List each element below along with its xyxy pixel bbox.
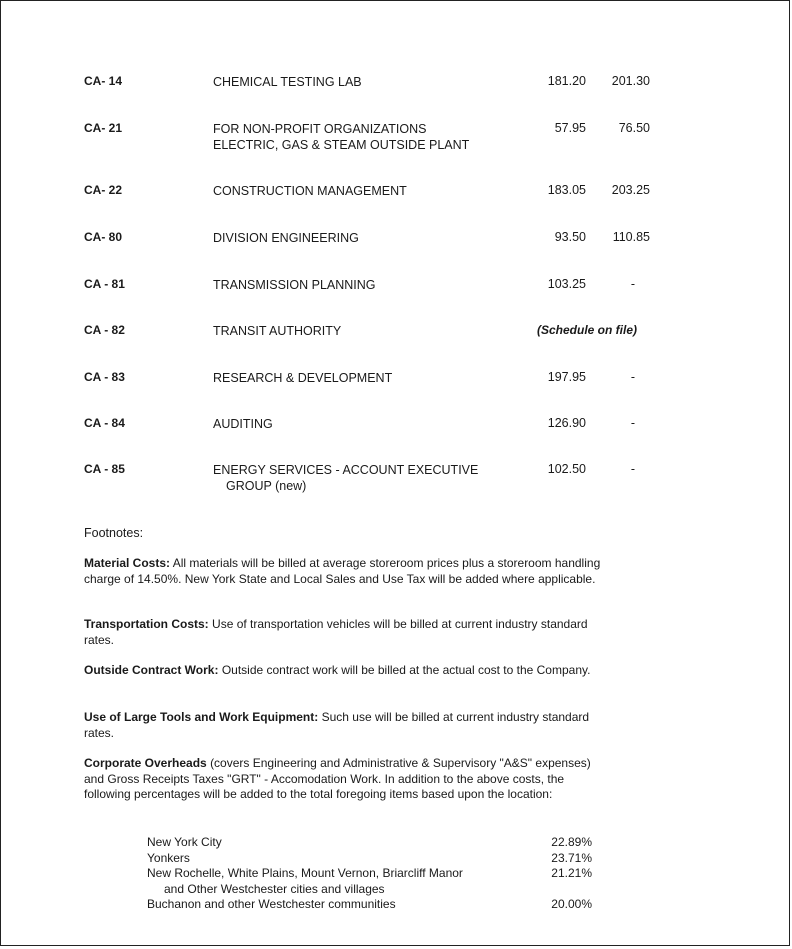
list-item <box>147 897 592 913</box>
rate-value-a: 93.50 <box>554 230 586 244</box>
rate-value-b: - <box>630 370 635 384</box>
account-description: AUDITING <box>213 417 273 431</box>
account-description: CHEMICAL TESTING LAB <box>213 75 362 89</box>
schedule-note: (Schedule on file) <box>536 323 637 337</box>
account-code: CA - 84 <box>84 416 125 430</box>
location-name: Yonkers <box>147 850 190 865</box>
rate-value-b: 76.50 <box>618 121 650 135</box>
account-description: CONSTRUCTION MANAGEMENT <box>213 184 407 198</box>
account-code: CA- 80 <box>84 230 123 244</box>
account-code: CA - 82 <box>84 323 125 337</box>
rate-value-a: 103.25 <box>547 277 586 291</box>
location-name: New York City <box>147 835 222 849</box>
account-description: DIVISION ENGINEERING <box>213 231 359 245</box>
footnote-material-costs <box>84 556 604 587</box>
location-percentage: 22.89% <box>551 835 592 849</box>
footnote-label: Outside Contract Work: <box>84 663 219 677</box>
footnote-label: Corporate Overheads <box>84 756 207 770</box>
footnotes-heading: Footnotes: <box>84 526 144 540</box>
location-name: New Rochelle, White Plains, Mount Vernon, Briarcliff Manor and Other Westchester cities and villages <box>147 866 463 896</box>
account-description: ENERGY SERVICES - ACCOUNT EXECUTIVE GROUP (new) <box>213 463 479 493</box>
footnote-corporate-overheads <box>84 756 604 803</box>
footnote-label: Use of Large Tools and Work Equipment: <box>84 710 319 724</box>
footnote-text: Use of transportation vehicles will be billed at current industry standard rates. <box>84 617 588 647</box>
rate-value-a: 181.20 <box>547 74 586 88</box>
list-item <box>147 866 592 897</box>
footnote-transportation-costs <box>84 617 604 648</box>
account-description: RESEARCH & DEVELOPMENT <box>213 371 393 385</box>
list-item <box>147 851 592 867</box>
rate-value-b: - <box>630 416 635 430</box>
footnote-text: (covers Engineering and Administrative & Supervisory "A&S" expenses) and Gross Receipts Taxes "GRT" - Accomodation Work. In addition to the above costs, the following percentages will be added to the total foregoing items based upon the location: <box>84 756 591 801</box>
footnote-text: Such use will be billed at current industry standard rates. <box>84 710 590 740</box>
location-percentage: 20.00% <box>551 897 592 911</box>
footnote-label: Material Costs: <box>84 556 171 570</box>
account-description: TRANSIT AUTHORITY <box>213 324 342 338</box>
footnote-large-tools <box>84 710 604 741</box>
rate-value-b: 201.30 <box>611 74 650 88</box>
account-code: CA - 81 <box>84 277 125 291</box>
location-percentage: 21.21% <box>551 866 592 880</box>
location-name: Buchanon and other Westchester communities <box>147 897 396 911</box>
rate-value-b: 203.25 <box>611 183 650 197</box>
rate-value-a: 126.90 <box>547 416 586 430</box>
list-item <box>147 835 592 851</box>
rate-value-a: 197.95 <box>547 370 586 384</box>
account-code: CA - 85 <box>84 462 125 476</box>
location-percentage-table <box>147 835 592 913</box>
rate-value-b: - <box>630 462 635 476</box>
rate-value-a: 183.05 <box>547 183 586 197</box>
location-percentage: 23.71% <box>551 850 592 865</box>
rate-value-a: 102.50 <box>547 462 586 476</box>
rate-value-b: - <box>630 277 635 291</box>
account-description: TRANSMISSION PLANNING <box>213 278 376 292</box>
account-code: CA- 21 <box>84 121 123 135</box>
footnote-text: All materials will be billed at average storeroom prices plus a storeroom handling charge of 14.50%. New York State and Local Sales and Use Tax will be added where applicable. <box>84 556 601 586</box>
account-description: FOR NON-PROFIT ORGANIZATIONS ELECTRIC, GAS & STEAM OUTSIDE PLANT <box>213 122 470 152</box>
account-code: CA - 83 <box>84 370 125 384</box>
footnote-text: Outside contract work will be billed at the actual cost to the Company. <box>221 663 591 677</box>
rate-value-b: 110.85 <box>612 230 650 244</box>
account-code: CA- 22 <box>84 183 123 197</box>
footnote-outside-contract-work <box>84 663 604 679</box>
account-code: CA- 14 <box>84 74 123 88</box>
footnote-label: Transportation Costs: <box>84 617 209 631</box>
rate-value-a: 57.95 <box>554 121 586 135</box>
